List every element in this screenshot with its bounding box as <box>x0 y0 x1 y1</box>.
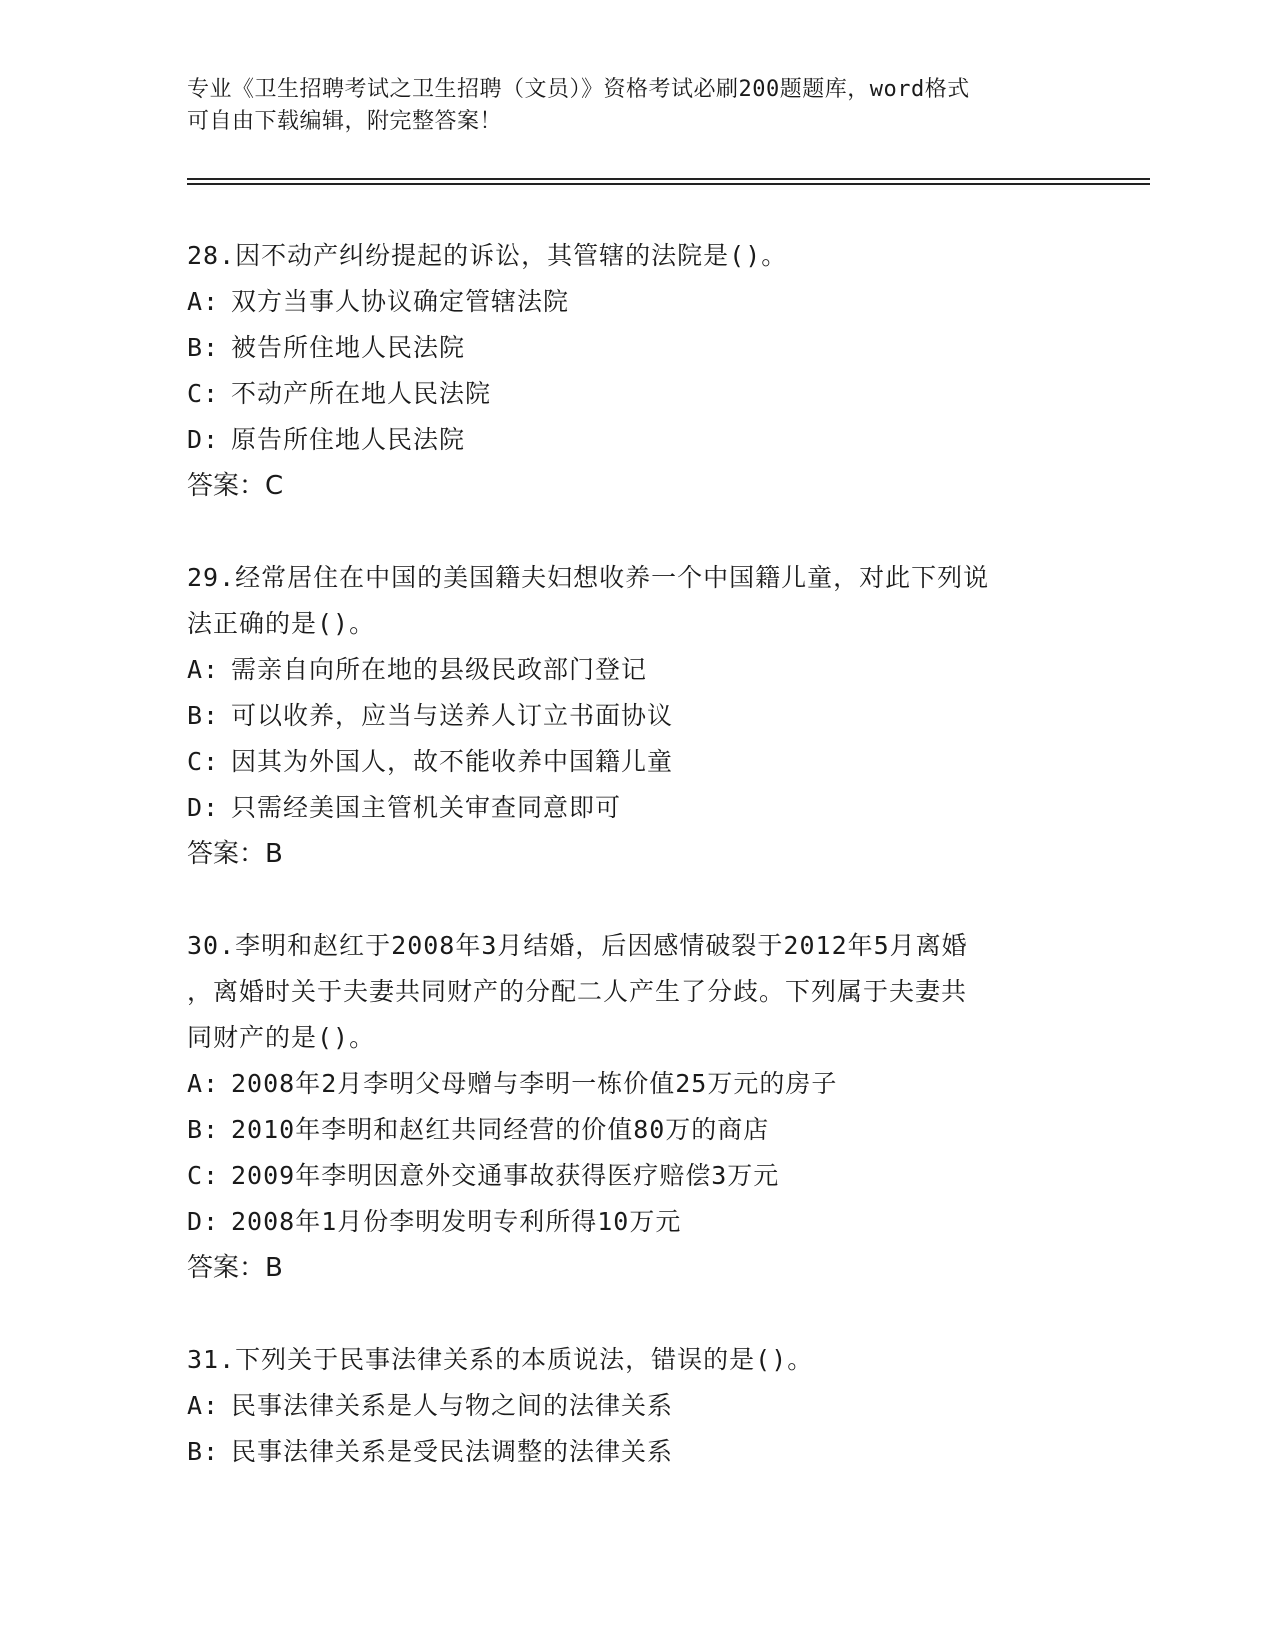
header-line-2: 可自由下载编辑，附完整答案！ <box>187 109 503 134</box>
option-row <box>187 371 1087 417</box>
option-label: B: <box>187 333 220 362</box>
option-row <box>187 647 1087 693</box>
option-text: 可以收养，应当与送养人订立书面协议 <box>231 701 674 730</box>
option-text: 只需经美国主管机关审查同意即可 <box>231 793 622 822</box>
option-text: 双方当事人协议确定管辖法院 <box>231 287 570 316</box>
answer-line: 答案：C <box>187 471 284 501</box>
question-stem-line: 28.因不动产纠纷提起的诉讼，其管辖的法院是()。 <box>187 241 788 270</box>
option-text: 原告所住地人民法院 <box>231 425 466 454</box>
option-row <box>187 785 1087 831</box>
option-label: A: <box>187 287 220 316</box>
question-block <box>187 555 1087 877</box>
option-text: 民事法律关系是人与物之间的法律关系 <box>231 1391 674 1420</box>
option-text: 2008年1月份李明发明专利所得10万元 <box>231 1207 682 1236</box>
header-divider-top <box>187 178 1150 180</box>
option-text: 2010年李明和赵红共同经营的价值80万的商店 <box>231 1115 770 1144</box>
document-header <box>187 74 1087 138</box>
option-label: C: <box>187 1161 220 1190</box>
header-line-1: 专业《卫生招聘考试之卫生招聘（文员）》资格考试必刷200题题库，word格式 <box>187 77 970 102</box>
option-label: D: <box>187 793 220 822</box>
option-label: D: <box>187 1207 220 1236</box>
option-text: 不动产所在地人民法院 <box>231 379 492 408</box>
option-label: B: <box>187 1115 220 1144</box>
question-list <box>187 233 1087 1521</box>
option-row <box>187 279 1087 325</box>
question-stem-line: 同财产的是()。 <box>187 1023 376 1052</box>
option-row <box>187 739 1087 785</box>
option-text: 因其为外国人，故不能收养中国籍儿童 <box>231 747 674 776</box>
option-text: 被告所住地人民法院 <box>231 333 466 362</box>
option-row <box>187 1429 1087 1475</box>
option-label: C: <box>187 379 220 408</box>
question-block <box>187 233 1087 509</box>
answer-line: 答案：B <box>187 839 283 869</box>
question-stem-line: ，离婚时关于夫妻共同财产的分配二人产生了分歧。下列属于夫妻共 <box>187 977 968 1006</box>
option-row <box>187 693 1087 739</box>
option-label: C: <box>187 747 220 776</box>
question-stem-line: 31.下列关于民事法律关系的本质说法，错误的是()。 <box>187 1345 814 1374</box>
question-stem-line: 30.李明和赵红于2008年3月结婚，后因感情破裂于2012年5月离婚 <box>187 931 968 960</box>
header-divider-bottom <box>187 183 1150 185</box>
option-label: B: <box>187 701 220 730</box>
option-row <box>187 1061 1087 1107</box>
option-label: D: <box>187 425 220 454</box>
option-row <box>187 1383 1087 1429</box>
option-text: 民事法律关系是受民法调整的法律关系 <box>231 1437 674 1466</box>
answer-line: 答案：B <box>187 1253 283 1283</box>
option-row <box>187 1199 1087 1245</box>
option-row <box>187 325 1087 371</box>
question-stem-line: 法正确的是()。 <box>187 609 376 638</box>
question-stem-line: 29.经常居住在中国的美国籍夫妇想收养一个中国籍儿童，对此下列说 <box>187 563 990 592</box>
option-row <box>187 417 1087 463</box>
option-text: 2008年2月李明父母赠与李明一栋价值25万元的房子 <box>231 1069 838 1098</box>
option-label: B: <box>187 1437 220 1466</box>
question-block <box>187 1337 1087 1475</box>
option-label: A: <box>187 1069 220 1098</box>
option-text: 需亲自向所在地的县级民政部门登记 <box>231 655 648 684</box>
question-block <box>187 923 1087 1291</box>
option-row <box>187 1153 1087 1199</box>
option-label: A: <box>187 1391 220 1420</box>
option-text: 2009年李明因意外交通事故获得医疗赔偿3万元 <box>231 1161 780 1190</box>
option-row <box>187 1107 1087 1153</box>
option-label: A: <box>187 655 220 684</box>
